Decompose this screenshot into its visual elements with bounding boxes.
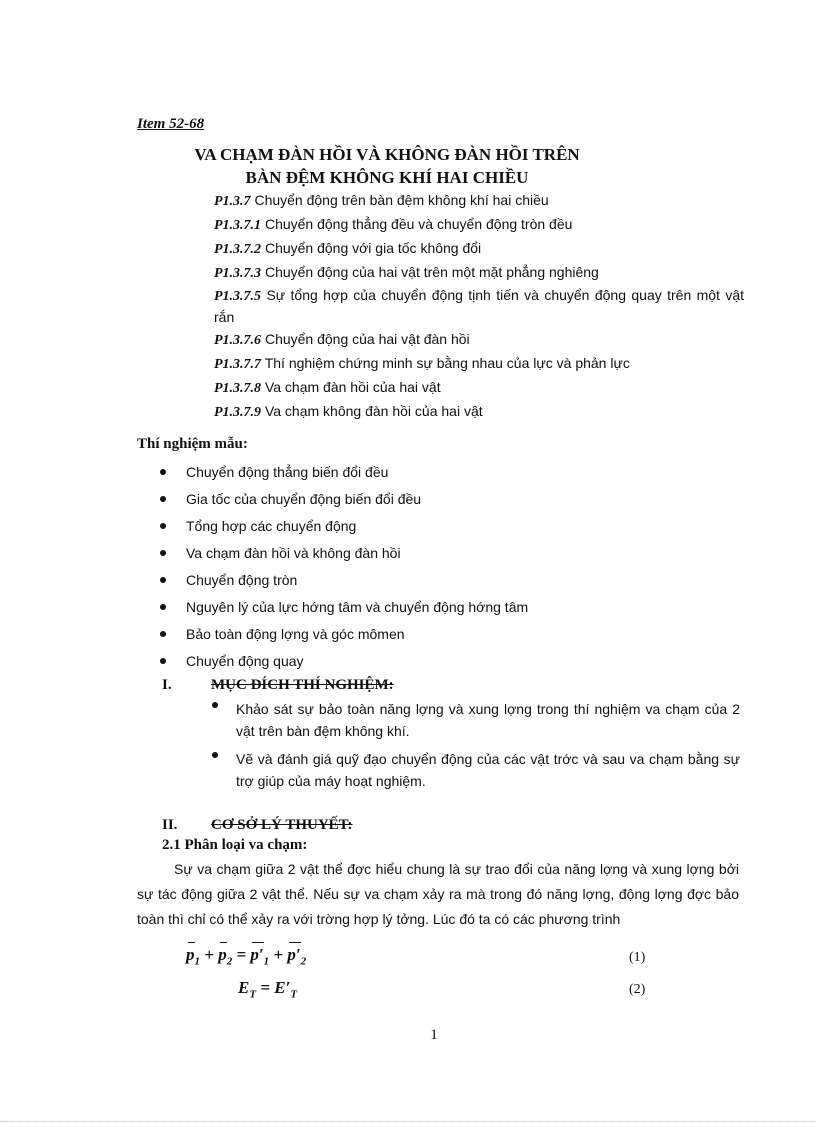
section-heading-purpose (162, 677, 462, 697)
experiment-code: P1.3.7.7 (214, 357, 262, 372)
experiment-code: P1.3.7.2 (214, 242, 262, 257)
equation-momentum: $p_1 + p_2 = p'_1 + p'_2$ (186, 945, 307, 968)
page-bottom-divider (0, 1121, 816, 1122)
equation-energy: $E_T = E'_T$ (238, 978, 298, 1001)
experiment-item (214, 328, 744, 352)
list-item (160, 487, 740, 514)
section-heading-theory (162, 817, 462, 837)
list-item-text: Khảo sát sự bảo toàn năng lợng và xung lợng trong thí nghiệm va chạm của 2 vật trên bàn đệm không khí. (236, 701, 740, 739)
bullet-icon (160, 658, 166, 664)
equation-number: (2) (629, 982, 646, 997)
experiment-item (214, 189, 744, 213)
experiment-text: Va chạm đàn hồi của hai vật (261, 379, 441, 395)
experiment-code: P1.3.7.5 (214, 289, 262, 304)
list-item-text: Chuyển động tròn (186, 572, 298, 588)
experiment-text: Thí nghiệm chứng minh sự bằng nhau của lực và phản lực (261, 355, 630, 371)
experiment-text: Chuyển động thẳng đều và chuyển động tròn đều (261, 216, 573, 232)
bullet-icon (160, 604, 166, 610)
list-item (160, 649, 740, 676)
list-item (210, 748, 740, 792)
bullet-icon (160, 523, 166, 529)
experiment-code: P1.3.7.8 (214, 381, 262, 396)
experiment-item (214, 285, 744, 328)
bullet-icon (160, 631, 166, 637)
vector-p: p (186, 945, 195, 964)
experiment-text: Va chạm không đàn hồi của hai vật (261, 403, 483, 419)
list-item (160, 595, 740, 622)
list-item-text: Vẽ và đánh giá quỹ đạo chuyển động của các vật trớc và sau va chạm bằng sự trợ giúp của máy hoạt nghiệm. (236, 751, 740, 789)
experiment-item (214, 261, 744, 285)
experiment-code: P1.3.7.6 (214, 333, 262, 348)
experiment-item (214, 376, 744, 400)
sample-experiments-heading: Thí nghiệm mẫu: (137, 436, 248, 452)
list-item-text: Va chạm đàn hồi và không đàn hồi (186, 545, 401, 561)
list-item-text: Chuyển động quay (186, 653, 304, 669)
list-item-text: Nguyên lý của lực hớng tâm và chuyển động hớng tâm (186, 599, 529, 615)
page-number: 1 (430, 1027, 438, 1043)
experiment-code: P1.3.7.9 (214, 405, 262, 420)
experiment-text: Sự tổng hợp của chuyển động tịnh tiến và chuyển động quay trên một vật rắn (214, 287, 744, 325)
list-item-text: Chuyển động thẳng biến đổi đều (186, 464, 389, 480)
bullet-icon (212, 752, 218, 758)
list-item (210, 698, 740, 742)
experiment-text: Chuyển động của hai vật đàn hồi (261, 331, 470, 347)
experiment-code: P1.3.7.1 (214, 218, 262, 233)
experiment-code: P1.3.7 (214, 194, 251, 209)
vector-p: p (218, 945, 227, 964)
list-item (160, 460, 740, 487)
bullet-icon (160, 469, 166, 475)
item-label: Item 52-68 (137, 116, 205, 132)
bullet-icon (160, 496, 166, 502)
page-title-line1: VA CHẠM ĐÀN HỒI VÀ KHÔNG ĐÀN HỒI TRÊN (194, 145, 580, 164)
bullet-icon (160, 577, 166, 583)
list-item (160, 622, 740, 649)
vector-p: p′ (287, 945, 301, 964)
bullet-icon (212, 702, 218, 708)
experiment-text: Chuyển động với gia tốc không đổi (261, 240, 482, 256)
list-item (160, 541, 740, 568)
list-item (160, 514, 740, 541)
experiment-item (214, 213, 744, 237)
sample-experiments-list (160, 460, 740, 676)
section-number: II. (162, 817, 178, 833)
experiment-text: Chuyển động của hai vật trên một mặt phẳng nghiêng (261, 264, 599, 280)
bullet-icon (160, 550, 166, 556)
list-item (160, 568, 740, 595)
theory-paragraph: Sự va chạm giữa 2 vật thể đợc hiểu chung là sự trao đổi của năng lợng và xung lợng bởi sự tác động giữa 2 vật thể. Nếu sự va chạm xảy ra mà trong đó năng lợng, động lợng đợc bảo toàn thì chỉ có thể xảy ra với trờng hợp lý tởng. Lúc đó ta có các phương trình (137, 861, 739, 927)
list-item-text: Bảo toàn động lợng và góc mômen (186, 626, 405, 642)
experiment-item (214, 400, 744, 424)
equation-number: (1) (629, 950, 646, 965)
experiment-item (214, 237, 744, 261)
experiment-list (214, 189, 744, 424)
experiment-code: P1.3.7.3 (214, 266, 262, 281)
experiment-text: Chuyển động trên bàn đệm không khí hai chiều (250, 192, 549, 208)
page-title-line2: BÀN ĐỆM KHÔNG KHÍ HAI CHIỀU (245, 168, 529, 187)
vector-p: p′ (250, 945, 264, 964)
subsection-heading: 2.1 Phân loại va chạm: (162, 837, 308, 853)
list-item-text: Gia tốc của chuyển động biến đổi đều (186, 491, 422, 507)
experiment-item (214, 352, 744, 376)
list-item-text: Tổng hợp các chuyển động (186, 518, 357, 534)
section-number: I. (162, 677, 172, 693)
section-title: MỤC ĐÍCH THÍ NGHIỆM: (211, 677, 394, 693)
section-title: CƠ SỞ LÝ THUYẾT: (211, 817, 353, 833)
purpose-list (210, 698, 740, 798)
